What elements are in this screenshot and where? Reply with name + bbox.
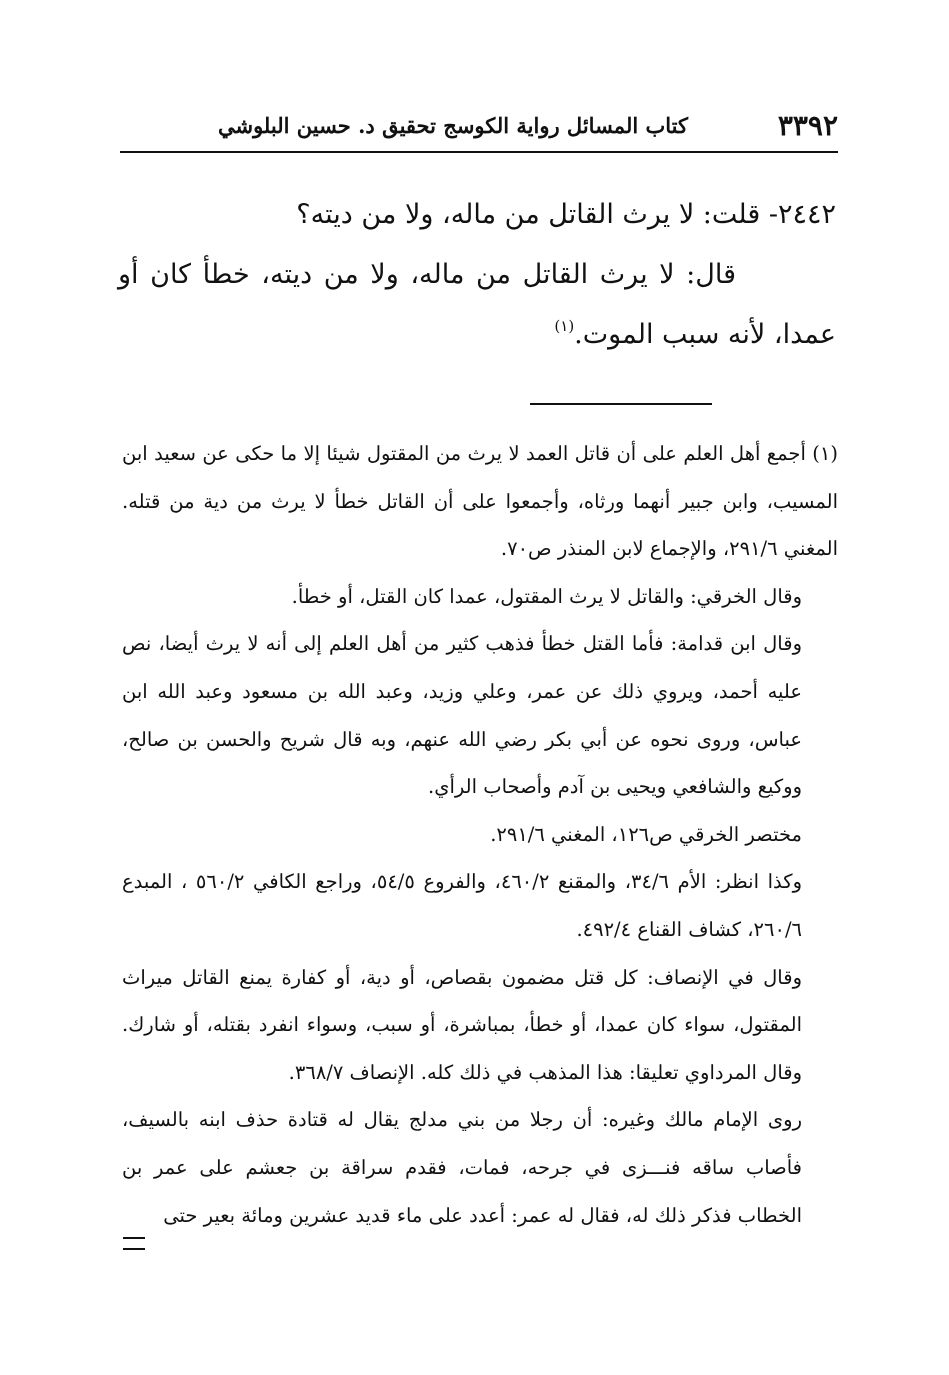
footnote-paragraph: وقال ابن قدامة: فأما القتل خطأ فذهب كثير من أهل العلم إلى أنه لا يرث أيضا، نص عليه أحمد، ويروي ذلك عن عمر، وعلي وزيد، وعبد الله بن مسعود وعبد الله ابن عباس، وروى نحوه عن أبي بكر رضي الله عنهم، وبه قال شريح والحسن بن صالح، ووكيع والشافعي ويحيى بن آدم وأصحاب الرأي. [122,632,802,799]
answer-text: قال: لا يرث القاتل من ماله، ولا من ديته، خطأ كان أو عمدا، لأنه سبب الموت. [118,259,836,350]
answer-paragraph [118,245,836,365]
header-rule [120,151,838,153]
question-paragraph: ٢٤٤٢- قلت: لا يرث القاتل من ماله، ولا من ديته؟ [296,199,836,230]
footnote-paragraph: مختصر الخرقي ص١٢٦، المغني ٢٩١/٦. [490,822,802,846]
page-number: ٣٣٩٢ [777,109,838,142]
footnotes-section [122,430,838,1239]
footnote-paragraph: وكذا انظر: الأم ٣٤/٦، والمقنع ٤٦٠/٢، والفروع ٥٤/٥، وراجع الكافي ٥٦٠/٢ ، المبدع ٢٦٠/٦، كشاف القناع ٤٩٢/٤. [122,870,802,941]
main-text [118,185,836,365]
footnote-paragraph: وقال في الإنصاف: كل قتل مضمون بقصاص، أو دية، أو كفارة يمنع القاتل ميراث المقتول، سواء كان عمدا، أو خطأ، بمباشرة، أو سبب، وسواء انفرد بقتله، أو شارك. وقال المرداوي تعليقا: هذا المذهب في ذلك كله. الإنصاف ٣٦٨/٧. [122,965,802,1084]
footnote-paragraph: وقال الخرقي: والقاتل لا يرث المقتول، عمدا كان القتل، أو خطأ. [291,584,802,608]
running-title: كتاب المسائل رواية الكوسج تحقيق د. حسين البلوشي [217,113,688,138]
continuation-mark [123,1237,145,1250]
page-header [120,106,838,150]
footnote-reference[interactable]: (١) [554,317,575,335]
footnote-separator [530,403,712,405]
footnote-paragraph: (١) أجمع أهل العلم على أن قاتل العمد لا يرث من المقتول شيئا إلا ما حكى عن سعيد ابن المسيب، وابن جبير أنهما ورثاه، وأجمعوا على أن القاتل خطأ لا يرث من دية من قتله. المغني ٢٩١/٦، والإجماع لابن المنذر ص٧٠. [122,442,838,561]
footnote-paragraph: روى الإمام مالك وغيره: أن رجلا من بني مدلج يقال له قتادة حذف ابنه بالسيف، فأصاب ساقه فنـــزى في جرحه، فمات، فقدم سراقة بن جعشم على عمر بن الخطاب فذكر ذلك له، فقال له عمر: أعدد على ماء قديد عشرين ومائة بعير حتى [122,1108,802,1227]
